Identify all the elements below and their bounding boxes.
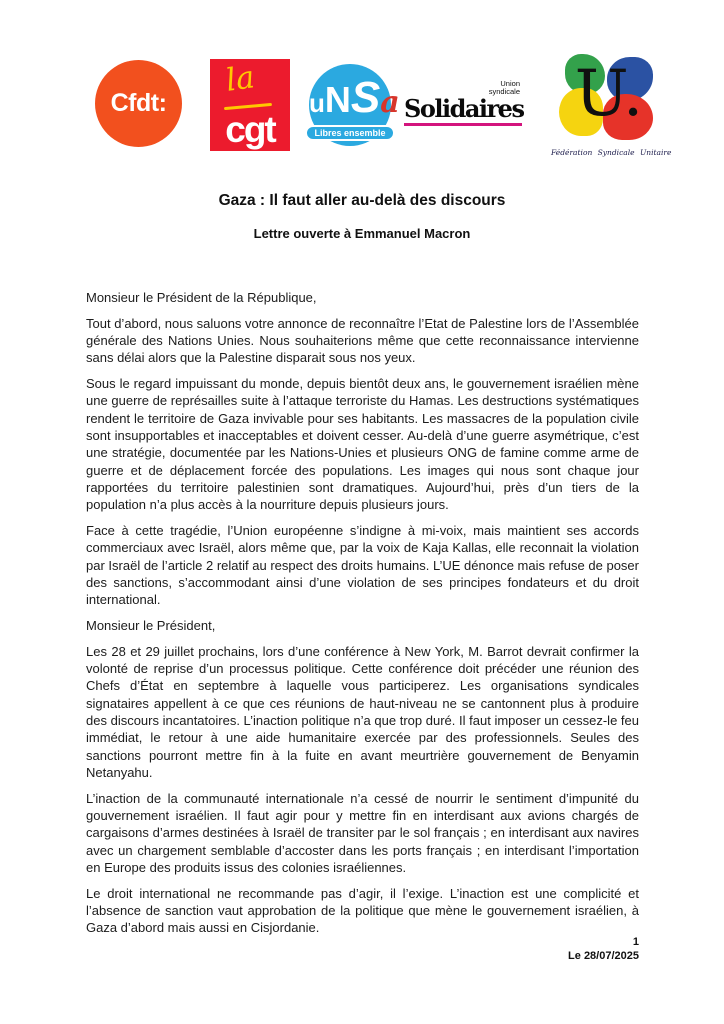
- cgt-logo-script: la: [223, 59, 257, 99]
- letter-paragraph: Face à cette tragédie, l’Union européenne s’indigne à mi-voix, mais maintient ses accords commerciaux avec Israël, alors même que, par la voix de Kaja Kallas, elle reconnait la violation par Israël de l’article 2 relatif au respect des droits humains. L’UE dénonce mais refuse de poser des sanctions, s’accommodant ainsi d’une violation de ses principes fondateurs et du droit international.: [86, 523, 639, 608]
- cfdt-logo-text: Cfdt:: [110, 89, 167, 117]
- document-date: Le 28/07/2025: [568, 950, 639, 962]
- page-footer: [568, 935, 639, 963]
- unsa-letter-a: a: [380, 85, 400, 120]
- letter-paragraph: Le droit international ne recommande pas d’agir, il l’exige. L’inaction est une complicité et l’absence de sanction vaut approbation de la politique que mène le gouvernement israélien, à Gaza d’abord mais aussi en Cisjordanie.: [86, 885, 639, 936]
- unsa-letter-s: S: [350, 73, 381, 122]
- cgt-logo-name: cgt: [225, 109, 275, 150]
- letter-paragraph: Les 28 et 29 juillet prochains, lors d’une conférence à New York, M. Barrot devrait confirmer la volonté de reprise d’un processus politique. Cette conférence doit précéder une réunion des Chefs d’État en septembre à laquelle vous participerez. Les organisations syndicales signataires appellent à ce que ces réunions de haut-niveau ne se cantonnent plus à produire des discours incantatoires. L’inaction politique n’a que trop duré. Il faut imposer un cessez-le feu immédiat, le retour à une aide humanitaire exercée par des professionnels. Seules des sanctions pourront mettre fin à la fuite en avant meurtrière gouvernement de Benyamin Netanyahu.: [86, 643, 639, 780]
- letter-body: [86, 289, 639, 945]
- solidaires-underline-decoration: [404, 123, 522, 126]
- unsa-letter-n: N: [324, 79, 351, 120]
- solidaires-tagline-line1: Union: [500, 79, 520, 88]
- page-number: 1: [632, 936, 639, 948]
- fsu-monogram: U.: [574, 57, 644, 131]
- solidaires-logo: [404, 80, 522, 126]
- unsa-logo: [309, 64, 400, 146]
- salutation-line: Monsieur le Président de la République,: [86, 290, 317, 305]
- letter-paragraph: L’inaction de la communauté internationale n’a cessé de nourrir le sentiment d’impunité du gouvernement israélien. Il faut agir pour y mettre fin en interdisant aux avions chargés de cargaisons d’armes destinées à Israël de transiter par le sol français ; en interdisant aux navires avec un chargement semblable d’accoster dans les ports français ; en interdisant l’importation en Europe des produits issus des colonies israéliennes.: [86, 790, 639, 875]
- fsu-logo: [551, 54, 672, 157]
- cgt-logo: [210, 59, 290, 151]
- solidaires-tagline-line2: syndicale: [488, 87, 520, 96]
- page-subtitle: Lettre ouverte à Emmanuel Macron: [253, 226, 471, 241]
- letter-paragraph: Tout d’abord, nous saluons votre annonce de reconnaître l’Etat de Palestine lors de l’Assemblée générale des Nations Unies. Nous souhaiterions même que cette reconnaissance intervienne sans délai alors que la Palestine disparait sous nos yeux.: [86, 315, 639, 366]
- solidaires-logo-name: Solidaires: [404, 94, 524, 123]
- unsa-letter-u: u: [309, 88, 325, 118]
- page-title: Gaza : Il faut aller au-delà des discours: [218, 192, 506, 209]
- unsa-banner: Libres ensemble: [305, 125, 395, 141]
- unsa-logo-letters: [309, 73, 400, 130]
- salutation-line: Monsieur le Président,: [86, 618, 216, 634]
- letter-paragraph: Sous le regard impuissant du monde, depuis bientôt deux ans, le gouvernement israélien mène une guerre de représailles suite à l’attaque terroriste du Hamas. Les destructions systématiques rendent le territoire de Gaza invivable pour ses habitants. Les massacres de la population civile sont insupportables et inacceptables et doivent cesser. Au-delà d’une guerre asymétrique, c’est une stratégie, documentée par les Nations-Unies et plusieurs ONG de famine comme arme de guerre et de déplacement forcée des populations. Les images qui nous sont chaque jour rapportées du territoire palestinien sont dramatiques. Aujourd’hui, près d’un tiers de la population n’a plus accès à la nourriture depuis plusieurs jours.: [86, 376, 639, 513]
- cfdt-logo: [95, 60, 182, 147]
- fsu-caption: Fédération Syndicale Unitaire: [551, 148, 672, 157]
